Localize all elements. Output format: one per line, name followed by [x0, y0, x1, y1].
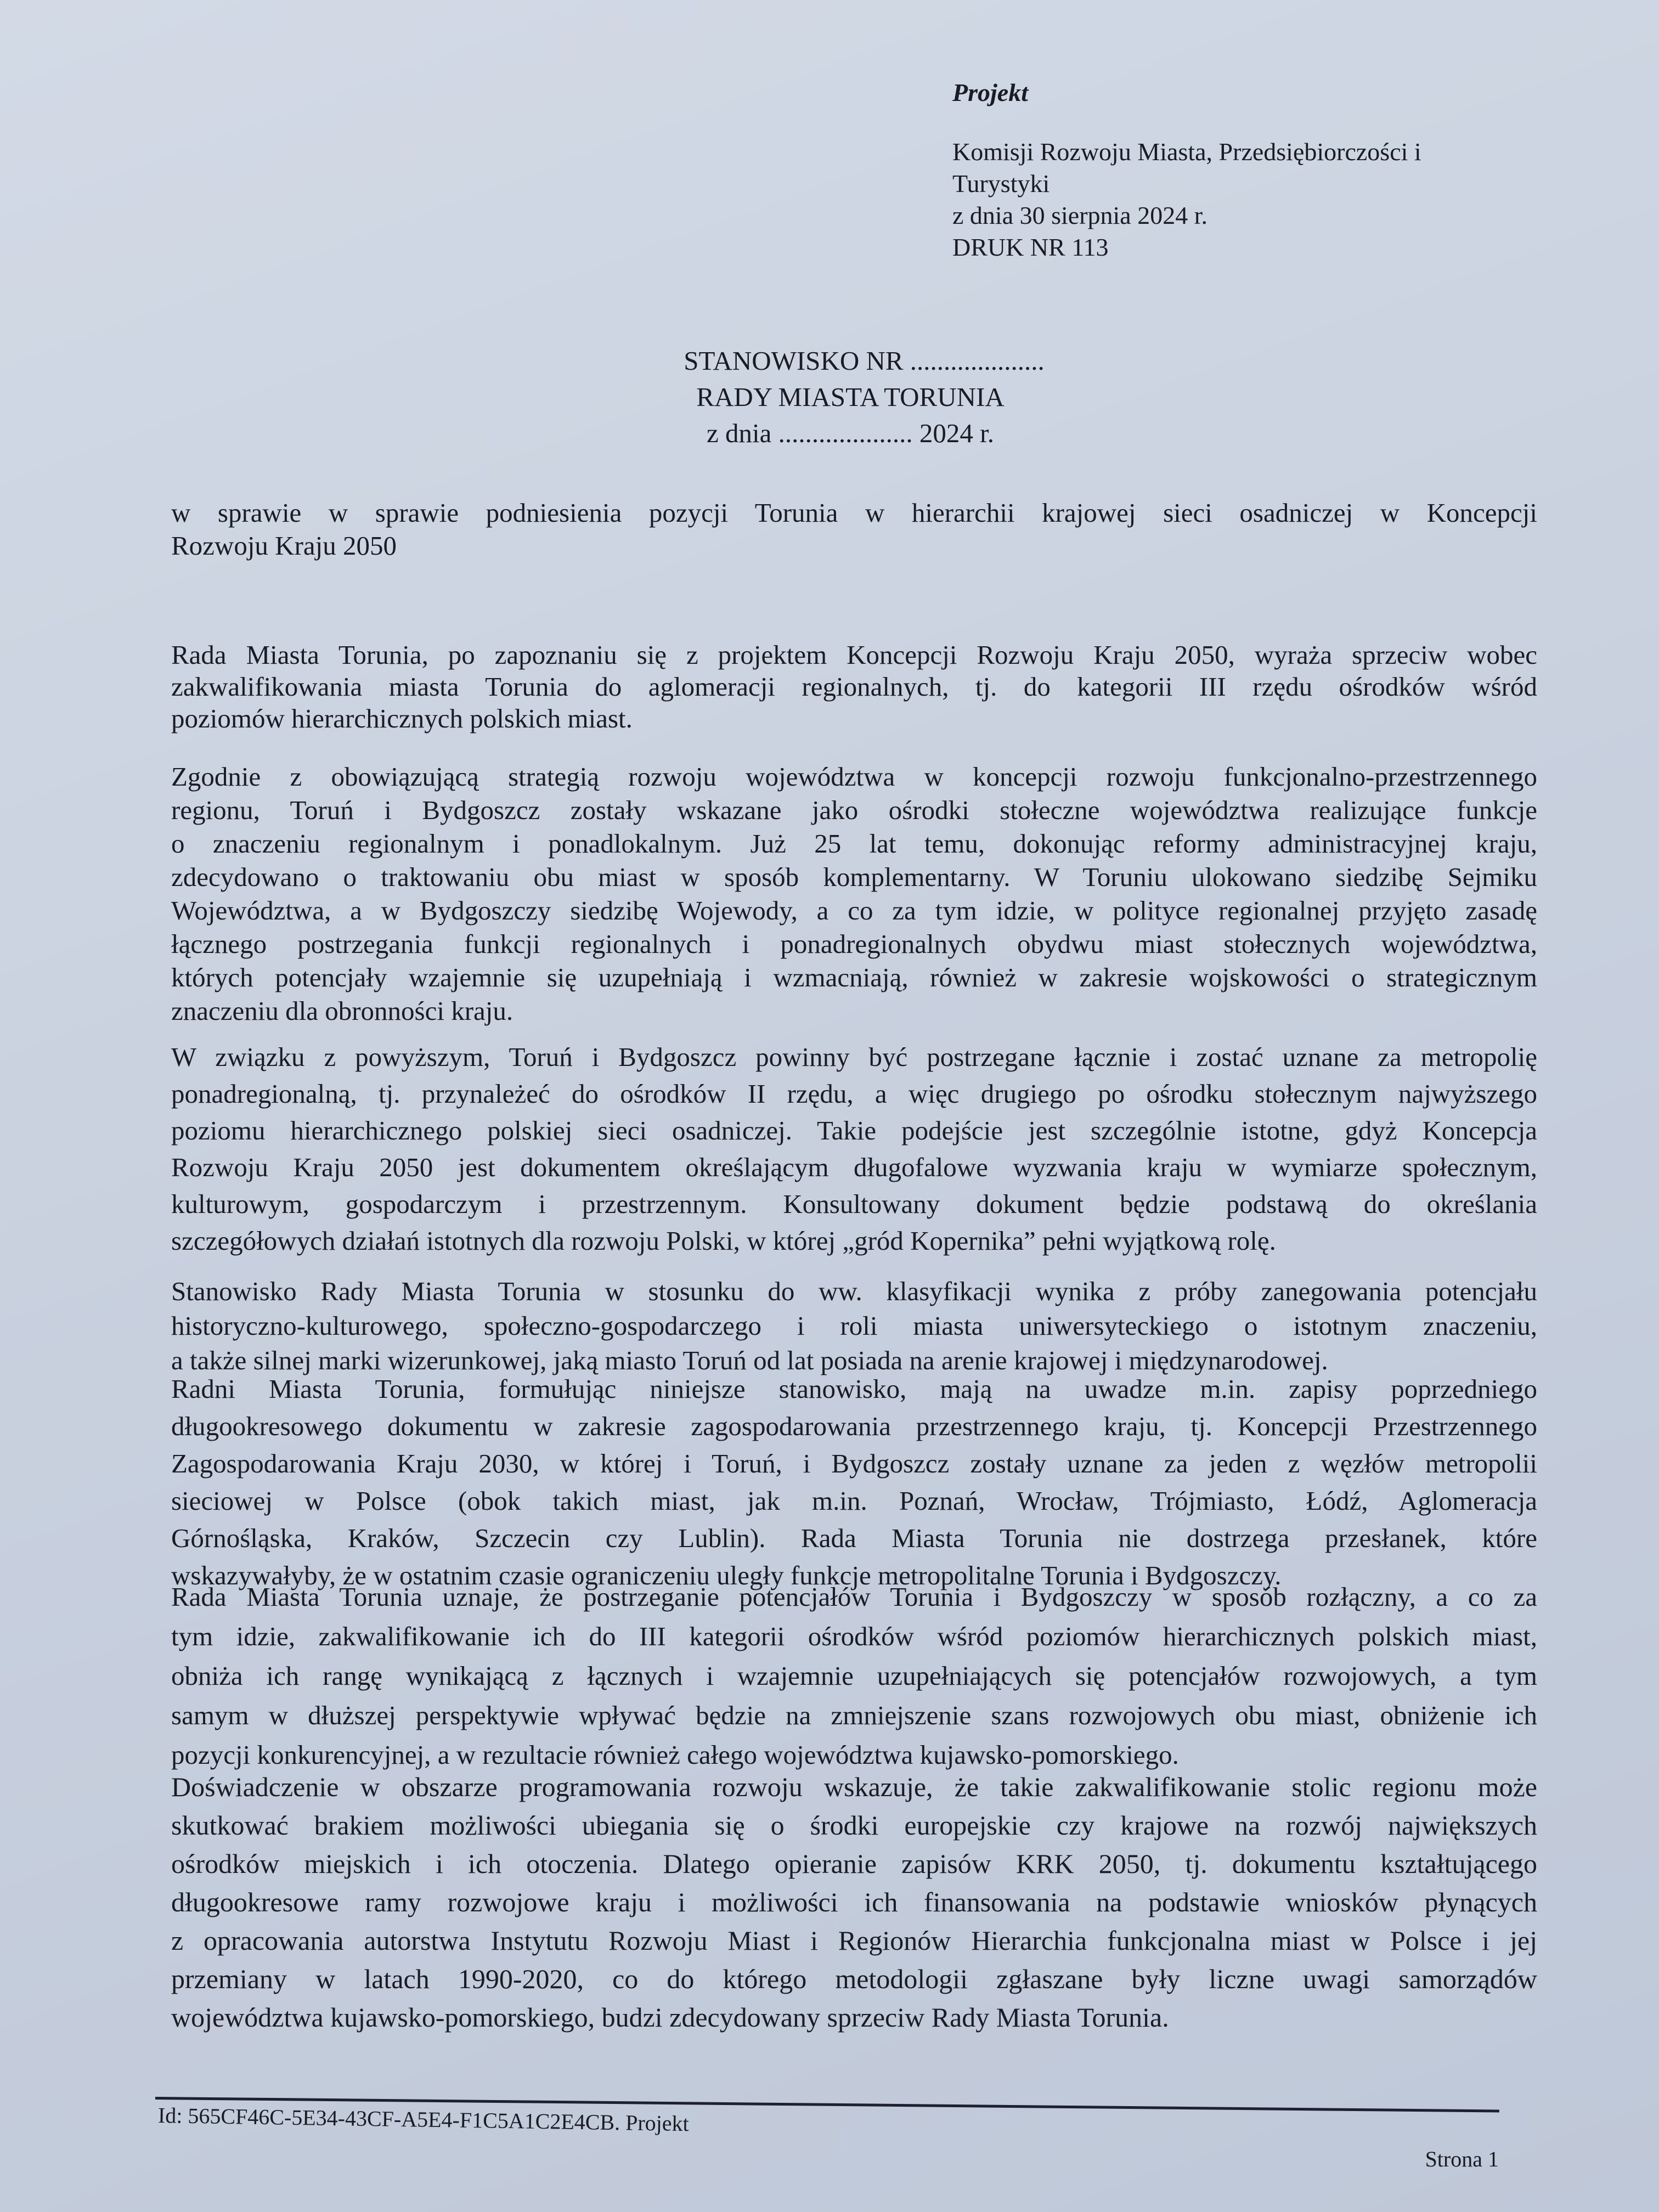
- paragraph: [171, 639, 1537, 735]
- paragraph-line: Doświadczenie w obszarze programowania rozwoju wskazuje, że takie zakwalifikowanie stolic regionu może: [171, 1771, 1537, 1802]
- title-number: STANOWISKO NR ....................: [684, 346, 1045, 376]
- paragraph-line: ponadregionalną, tj. przynależeć do ośrodków II rzędu, a więc drugiego po ośrodku stołecznym najwyższego: [171, 1079, 1537, 1109]
- paragraph-line: o znaczeniu regionalnym i ponadlokalnym. Już 25 lat temu, dokonując reformy administracyjnej kraju,: [171, 828, 1537, 859]
- paragraph: [171, 1039, 1537, 1259]
- committee-line: Komisji Rozwoju Miasta, Przedsiębiorczości i: [952, 138, 1421, 166]
- paragraph-line: zdecydowano o traktowaniu obu miast w sposób komplementarny. W Toruniu ulokowano siedzibę Sejmiku: [171, 862, 1537, 892]
- paragraph-line: długookresowego dokumentu w zakresie zagospodarowania przestrzennego kraju, tj. Koncepcji Przestrzennego: [171, 1411, 1537, 1441]
- paragraph-line: Rada Miasta Torunia, po zapoznaniu się z projektem Koncepcji Rozwoju Kraju 2050, wyraża sprzeciw wobec: [171, 640, 1537, 670]
- paragraph: [171, 760, 1537, 1028]
- paragraph-line: historyczno-kulturowego, społeczno-gospodarczego i roli miasta uniwersyteckiego o istotnym znaczeniu,: [171, 1311, 1537, 1341]
- paragraph-line: regionu, Toruń i Bydgoszcz zostały wskazane jako ośrodki stołeczne województwa realizujące funkcje: [171, 795, 1537, 825]
- subject-line: Rozwoju Kraju 2050: [171, 531, 397, 561]
- paragraph-line: wskazywałyby, że w ostatnim czasie ograniczeniu uległy funkcje metropolitalne Torunia i Bydgoszczy.: [171, 1560, 1282, 1590]
- paragraph-line: długookresowe ramy rozwojowe kraju i możliwości ich finansowania na podstawie wniosków płynących: [171, 1887, 1537, 1917]
- paragraph-line: Zgodnie z obowiązującą strategią rozwoju województwa w koncepcji rozwoju funkcjonalno-przestrzennego: [171, 761, 1537, 792]
- page-number: Strona 1: [1425, 2147, 1499, 2171]
- paragraph-line: Radni Miasta Torunia, formułując niniejsze stanowisko, mają na uwadze m.in. zapisy poprzedniego: [171, 1374, 1537, 1404]
- paragraph-line: samym w dłuższej perspektywie wpływać będzie na zmniejszenie szans rozwojowych obu miast, obniżenie ich: [171, 1700, 1537, 1730]
- paragraph-line: Górnośląska, Kraków, Szczecin czy Lublin). Rada Miasta Torunia nie dostrzega przesłanek, które: [171, 1523, 1537, 1553]
- paragraph-line: szczegółowych działań istotnych dla rozwoju Polski, w której „gród Kopernika” pełni wyjątkową rolę.: [171, 1226, 1276, 1256]
- paragraph-line: Rozwoju Kraju 2050 jest dokumentem określającym długofalowe wyzwania kraju w wymiarze społecznym,: [171, 1152, 1537, 1182]
- paragraph-line: z opracowania autorstwa Instytutu Rozwoju Miast i Regionów Hierarchia funkcjonalna miast w Polsce i jej: [171, 1925, 1537, 1956]
- paragraph-line: Rada Miasta Torunia uznaje, że postrzeganie potencjałów Torunia i Bydgoszczy w sposób rozłączny, a co za: [171, 1582, 1537, 1612]
- subject-line: w sprawie w sprawie podniesienia pozycji Torunia w hierarchii krajowej sieci osadniczej w Koncepcji: [171, 498, 1537, 528]
- paragraph-line: a także silnej marki wizerunkowej, jaką miasto Toruń od lat posiada na arenie krajowej i międzynarodowej.: [171, 1345, 1328, 1375]
- paragraph-line: pozycji konkurencyjnej, a w rezultacie również całego województwa kujawsko-pomorskiego.: [171, 1740, 1179, 1770]
- paragraph-line: ośrodków miejskich i ich otoczenia. Dlatego opieranie zapisów KRK 2050, tj. dokumentu kształtującego: [171, 1848, 1537, 1879]
- paragraph: [171, 1274, 1537, 1378]
- paragraph-line: Zagospodarowania Kraju 2030, w której i Toruń, i Bydgoszcz zostały uznane za jeden z węzłów metropolii: [171, 1448, 1537, 1479]
- paragraph-line: województwa kujawsko-pomorskiego, budzi zdecydowany sprzeciw Rady Miasta Torunia.: [171, 2002, 1169, 2033]
- paragraph-line: zakwalifikowania miasta Torunia do aglomeracji regionalnych, tj. do kategorii III rzędu ośrodków wśród: [171, 672, 1537, 702]
- paragraph-line: poziomu hierarchicznego polskiej sieci osadniczej. Takie podejście jest szczególnie istotne, gdyż Koncepcja: [171, 1115, 1537, 1146]
- paragraph-line: Stanowisko Rady Miasta Torunia w stosunku do ww. klasyfikacji wynika z próby zanegowania potencjału: [171, 1276, 1537, 1306]
- paragraph-line: W związku z powyższym, Toruń i Bydgoszcz powinny być postrzegane łącznie i zostać uznane za metropolię: [171, 1042, 1537, 1072]
- document-header: [952, 77, 1421, 263]
- paragraph: [171, 1768, 1537, 2036]
- header-date: z dnia 30 sierpnia 2024 r.: [952, 201, 1208, 229]
- paragraph-line: sieciowej w Polsce (obok takich miast, jak m.in. Poznań, Wrocław, Trójmiasto, Łódź, Aglomeracja: [171, 1486, 1537, 1516]
- subject: [171, 496, 1537, 562]
- committee-line: Turystyki: [952, 170, 1050, 198]
- paragraph-line: poziomów hierarchicznych polskich miast.: [171, 703, 633, 733]
- paragraph-line: obniża ich rangę wynikającą z łącznych i wzajemnie uzupełniających się potencjałów rozwojowych, a tym: [171, 1661, 1537, 1691]
- document-id: Id: 565CF46C-5E34-43CF-A5E4-F1C5A1C2E4CB. Projekt: [157, 2103, 690, 2136]
- paragraph-line: znaczeniu dla obronności kraju.: [171, 996, 514, 1026]
- paragraph-line: tym idzie, zakwalifikowanie ich do III kategorii ośrodków wśród poziomów hierarchicznych polskich miast,: [171, 1621, 1537, 1651]
- document-title: [549, 343, 1152, 452]
- project-status: Projekt: [952, 78, 1028, 106]
- paragraph-line: kulturowym, gospodarczym i przestrzennym. Konsultowany dokument będzie podstawą do określania: [171, 1189, 1537, 1219]
- print-number: DRUK NR 113: [952, 233, 1109, 261]
- paragraph-line: których potencjały wzajemnie się uzupełniają i wzmacniają, również w zakresie wojskowości o strategicznym: [171, 962, 1537, 992]
- paragraph-line: skutkować brakiem możliwości ubiegania się o środki europejskie czy krajowe na rozwój największych: [171, 1810, 1537, 1841]
- paragraph-line: Województwa, a w Bydgoszczy siedzibę Wojewody, a co za tym idzie, w polityce regionalnej przyjęto zasadę: [171, 895, 1537, 926]
- paragraph: [171, 1577, 1537, 1775]
- title-council: RADY MIASTA TORUNIA: [696, 382, 1005, 412]
- paragraph-line: łącznego postrzegania funkcji regionalnych i ponadregionalnych obydwu miast stołecznych województwa,: [171, 929, 1537, 959]
- title-date: z dnia .................... 2024 r.: [707, 418, 994, 448]
- paragraph: [171, 1370, 1537, 1594]
- paragraph-line: przemiany w latach 1990-2020, co do którego metodologii zgłaszane były liczne uwagi samorządów: [171, 1963, 1537, 1994]
